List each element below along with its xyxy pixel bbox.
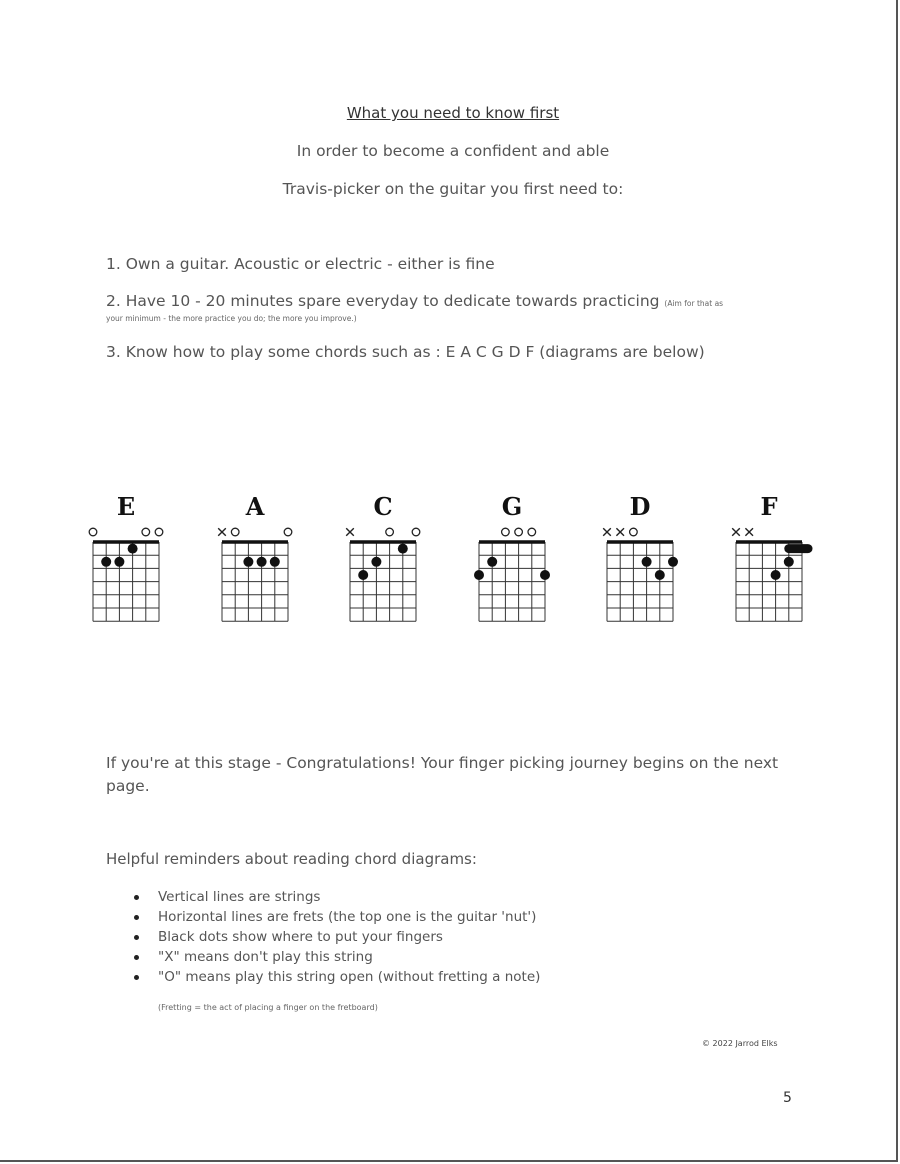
open-string-icon [284, 528, 292, 536]
finger-dot-icon [784, 557, 794, 567]
page-number: 5 [783, 1090, 792, 1106]
requirement-2-note-start: (Aim for that as [664, 299, 724, 308]
open-string-icon [515, 528, 523, 536]
finger-dot-icon [114, 557, 124, 567]
chord-name-c: C [373, 492, 393, 521]
open-string-icon [630, 528, 638, 536]
requirement-2-note-end: your minimum - the more practice you do; the more you improve.) [106, 313, 357, 323]
reminder-text: Horizontal lines are frets (the top one is the guitar 'nut') [158, 909, 537, 925]
reminders-title: Helpful reminders about reading chord diagrams: [106, 850, 477, 868]
intro-line-1: In order to become a confident and able [296, 142, 610, 160]
reminders-list [134, 887, 540, 987]
open-string-icon [502, 528, 510, 536]
copyright: © 2022 Jarrod Elks [702, 1039, 778, 1048]
open-string-icon [89, 528, 97, 536]
open-string-icon [142, 528, 150, 536]
chord-name-g: G [501, 492, 523, 521]
finger-dot-icon [487, 557, 497, 567]
chord-name-a: A [245, 492, 265, 521]
finger-dot-icon [540, 570, 550, 580]
list-item [134, 927, 540, 947]
open-string-icon [155, 528, 163, 536]
finger-dot-icon [474, 570, 484, 580]
bullet-dot-icon [134, 895, 139, 900]
bullet-dot-icon [134, 915, 139, 920]
open-string-icon [231, 528, 239, 536]
open-string-icon [412, 528, 420, 536]
bullet-dot-icon [134, 955, 139, 960]
finger-dot-icon [128, 544, 138, 554]
finger-dot-icon [371, 557, 381, 567]
finger-dot-icon [668, 557, 678, 567]
chord-name-f: F [760, 492, 778, 521]
fretting-note: (Fretting = the act of placing a finger on the fretboard) [158, 1003, 378, 1012]
finger-dot-icon [243, 557, 253, 567]
finger-dot-icon [771, 570, 781, 580]
requirement-2 [106, 292, 796, 323]
requirement-3: 3. Know how to play some chords such as : E A C G D F (diagrams are below) [106, 343, 705, 361]
chord-diagrams-svg [0, 485, 900, 645]
requirement-1: 1. Own a guitar. Acoustic or electric - either is fine [106, 255, 495, 273]
chord-diagrams [0, 485, 900, 649]
open-string-icon [528, 528, 536, 536]
finger-dot-icon [358, 570, 368, 580]
chord-name-e: E [116, 492, 136, 521]
reminder-text: Black dots show where to put your fingers [158, 929, 443, 945]
bullet-dot-icon [134, 975, 139, 980]
list-item [134, 907, 540, 927]
open-string-icon [386, 528, 394, 536]
page-heading: What you need to know first [346, 104, 560, 122]
list-item [134, 887, 540, 907]
chord-name-d: D [629, 492, 651, 521]
intro-line-2: Travis-picker on the guitar you first need to: [282, 180, 624, 198]
list-item [134, 967, 540, 987]
finger-dot-icon [398, 544, 408, 554]
finger-dot-icon [270, 557, 280, 567]
finger-dot-icon [101, 557, 111, 567]
list-item [134, 947, 540, 967]
finger-dot-icon [257, 557, 267, 567]
bullet-dot-icon [134, 935, 139, 940]
reminder-text: "X" means don't play this string [158, 949, 373, 965]
requirement-2-text: 2. Have 10 - 20 minutes spare everyday to dedicate towards practicing [106, 292, 660, 310]
finger-dot-icon [642, 557, 652, 567]
congrats-text: If you're at this stage - Congratulations! Your finger picking journey begins on the next page. [106, 754, 779, 795]
reminder-text: Vertical lines are strings [158, 889, 321, 905]
finger-dot-icon [655, 570, 665, 580]
reminder-text: "O" means play this string open (without fretting a note) [158, 969, 541, 985]
